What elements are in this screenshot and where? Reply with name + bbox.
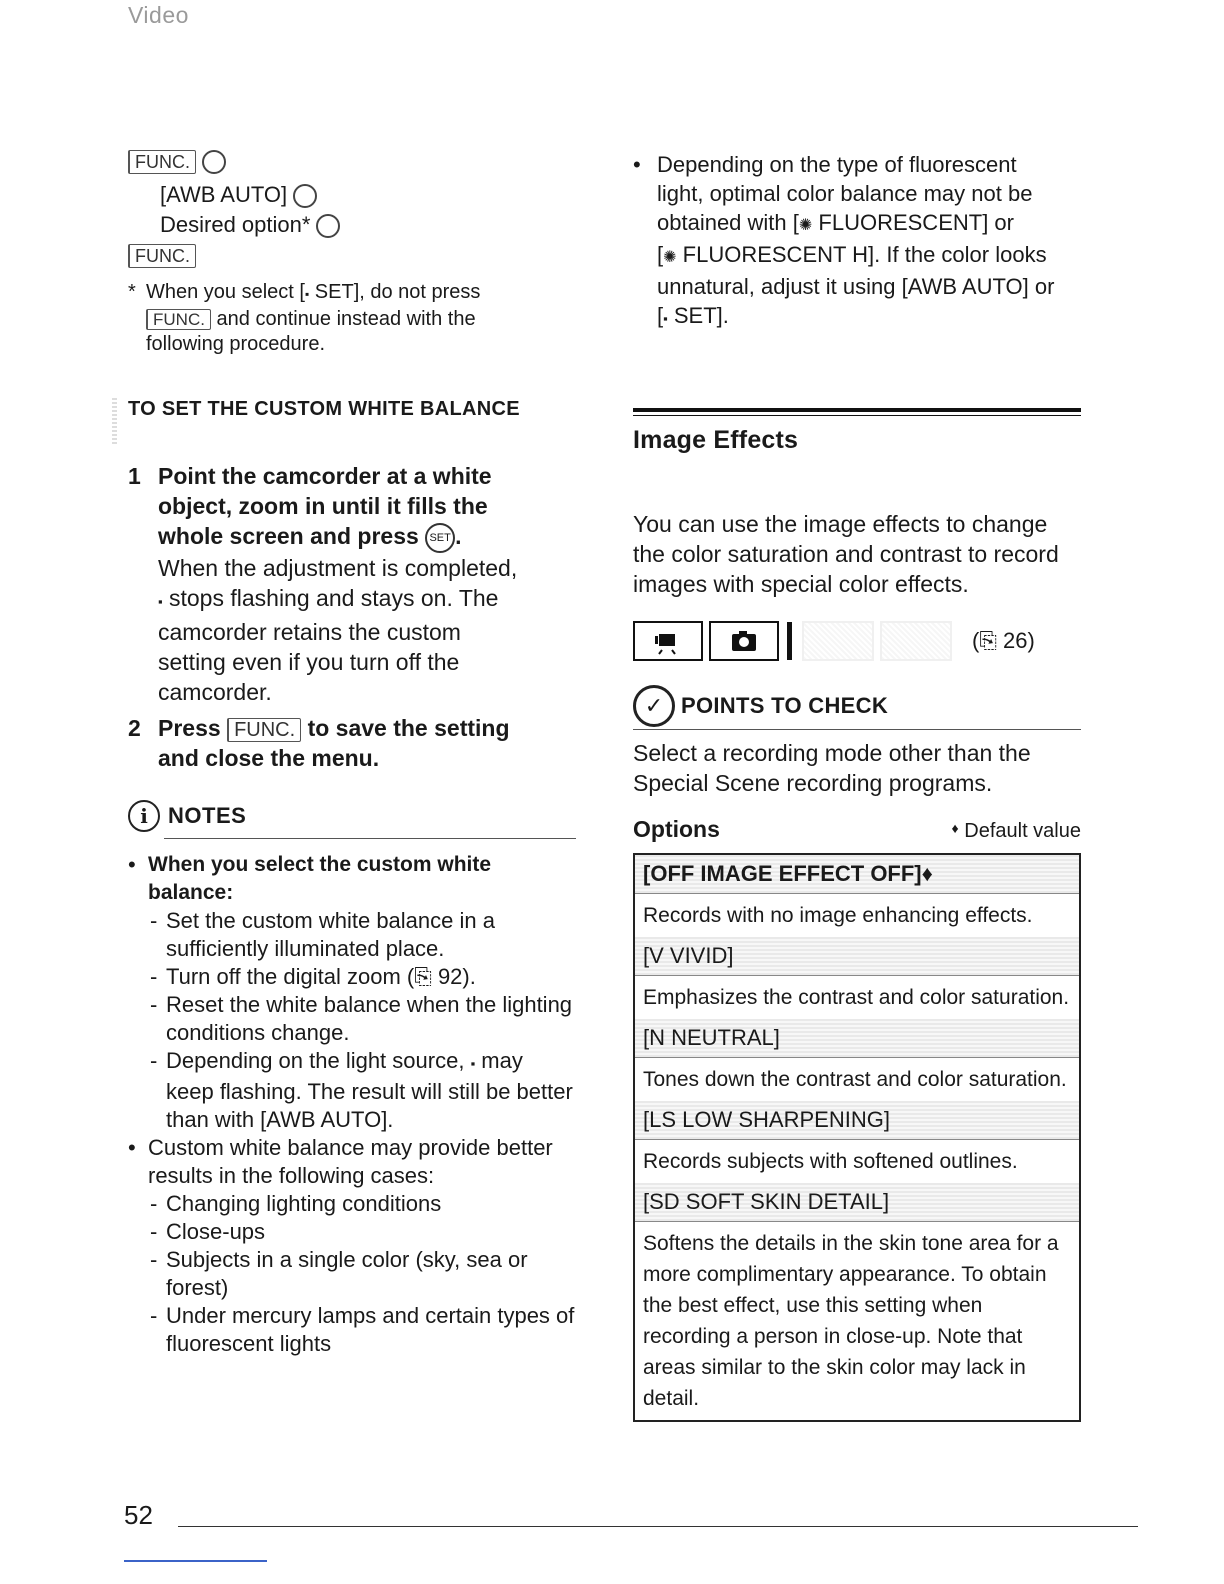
points-to-check-head [633, 685, 1081, 727]
option-row: [OFF IMAGE EFFECT OFF]♦ Records with no image enhancing effects. [635, 855, 1079, 937]
fluorescent-icon: ✺ [798, 217, 813, 234]
option-row: [SD SOFT SKIN DETAIL] Softens the details in the skin tone area for a more complimentary appearance. To obtain the best effect, use this setting when recording a person in close-up. Note that areas similar to the skin color may lack in detail. [635, 1183, 1079, 1420]
fluorescent-h-icon: ✺ [663, 249, 677, 266]
diamond-icon: ♦ [951, 820, 959, 836]
options-label: Options [633, 816, 720, 842]
notes-rule [164, 838, 576, 839]
play-video-icon-faded [802, 621, 874, 661]
custom-wb-icon: ▪ [470, 1056, 476, 1071]
accent-line [124, 1560, 267, 1562]
options-head [633, 816, 1081, 843]
points-title: POINTS TO CHECK [681, 693, 889, 718]
joystick-icon [316, 214, 340, 238]
func-key: FUNC. [146, 309, 211, 330]
step-1: 1 Point the camcorder at a white object, zoom in until it fills the whole screen and press SET . When the adjustment is completed, ▪ stops flashing and stays on. The camcorder retains the custom setting even if you turn off the camcorder. [128, 463, 518, 705]
info-icon: i [128, 800, 160, 832]
custom-wb-icon: ▪ [158, 593, 163, 609]
image-effects-section [633, 408, 1081, 1422]
footnote: * When you select [▪ SET], do not press FUNC. and continue instead with the following procedure. [128, 281, 481, 355]
options-table [633, 853, 1081, 1422]
func-key: FUNC. [227, 718, 301, 742]
step-2: 2 Press FUNC. to save the setting and close the menu. [128, 714, 510, 771]
joystick-icon [293, 184, 317, 208]
notes-section [128, 800, 576, 1358]
checkmark-icon: ✓ [633, 685, 675, 727]
func-key: FUNC. [128, 244, 196, 268]
mode-divider [787, 622, 792, 660]
section-label: Video [128, 2, 189, 28]
custom-wb-icon: ▪ [663, 311, 668, 326]
intro-text: You can use the image effects to change the color saturation and contrast to record images with special color effects. [633, 511, 1059, 597]
note-item: • When you select the custom white balance: - Set the custom white balance in a sufficiently illuminated place. - Turn off the digital zoom (⎘ 92). - Reset the white balance when the lighting conditions change. - Depending on the light source, ▪ may keep flashing. The result will still be better than with [AWB AUTO]. [128, 851, 576, 1134]
menu-procedure [128, 146, 578, 357]
joystick-icon [202, 150, 226, 174]
video-mode-icon [633, 621, 703, 661]
photo-mode-icon [709, 621, 779, 661]
custom-wb-icon: ▪ [304, 287, 310, 301]
mode-icons-row [633, 621, 1081, 661]
page-number: 52 [124, 1500, 153, 1530]
fluorescent-note: • Depending on the type of fluorescent light, optimal color balance may not be obtained with [✺ FLUORESCENT] or [✺ FLUORESCENT H]. If the color looks unnatural, adjust it using [AWB AUTO] or [▪ SET]. [633, 150, 1081, 333]
func-key: FUNC. [128, 150, 196, 174]
section-rule [633, 408, 1081, 412]
option-row: [V VIVID] Emphasizes the contrast and color saturation. [635, 937, 1079, 1019]
notes-title: NOTES [168, 803, 247, 828]
option-row: [LS LOW SHARPENING] Records subjects with softened outlines. [635, 1101, 1079, 1183]
page-ref: (⎘ 26) [972, 628, 1035, 653]
procedure-marker [112, 398, 117, 446]
menu-option-awb: [AWB AUTO] [160, 182, 288, 207]
default-legend: ♦ Default value [951, 820, 1081, 842]
play-photo-icon-faded [880, 621, 952, 661]
procedure-title: TO SET THE CUSTOM WHITE BALANCE [128, 398, 520, 420]
set-button-icon: SET [425, 523, 455, 553]
menu-option-desired: Desired option* [160, 212, 311, 237]
custom-wb-procedure [128, 398, 578, 773]
footer-rule [178, 1526, 1138, 1527]
option-row: [N NEUTRAL] Tones down the contrast and color saturation. [635, 1019, 1079, 1101]
section-title: Image Effects [633, 426, 799, 454]
points-text: Select a recording mode other than the Special Scene recording programs. [633, 740, 1031, 796]
note-item: • Custom white balance may provide better results in the following cases: - Changing lighting conditions - Close-ups - Subjects in a single color (sky, sea or forest) - Under mercury lamps and certain types of fluorescent lights [128, 1134, 576, 1358]
